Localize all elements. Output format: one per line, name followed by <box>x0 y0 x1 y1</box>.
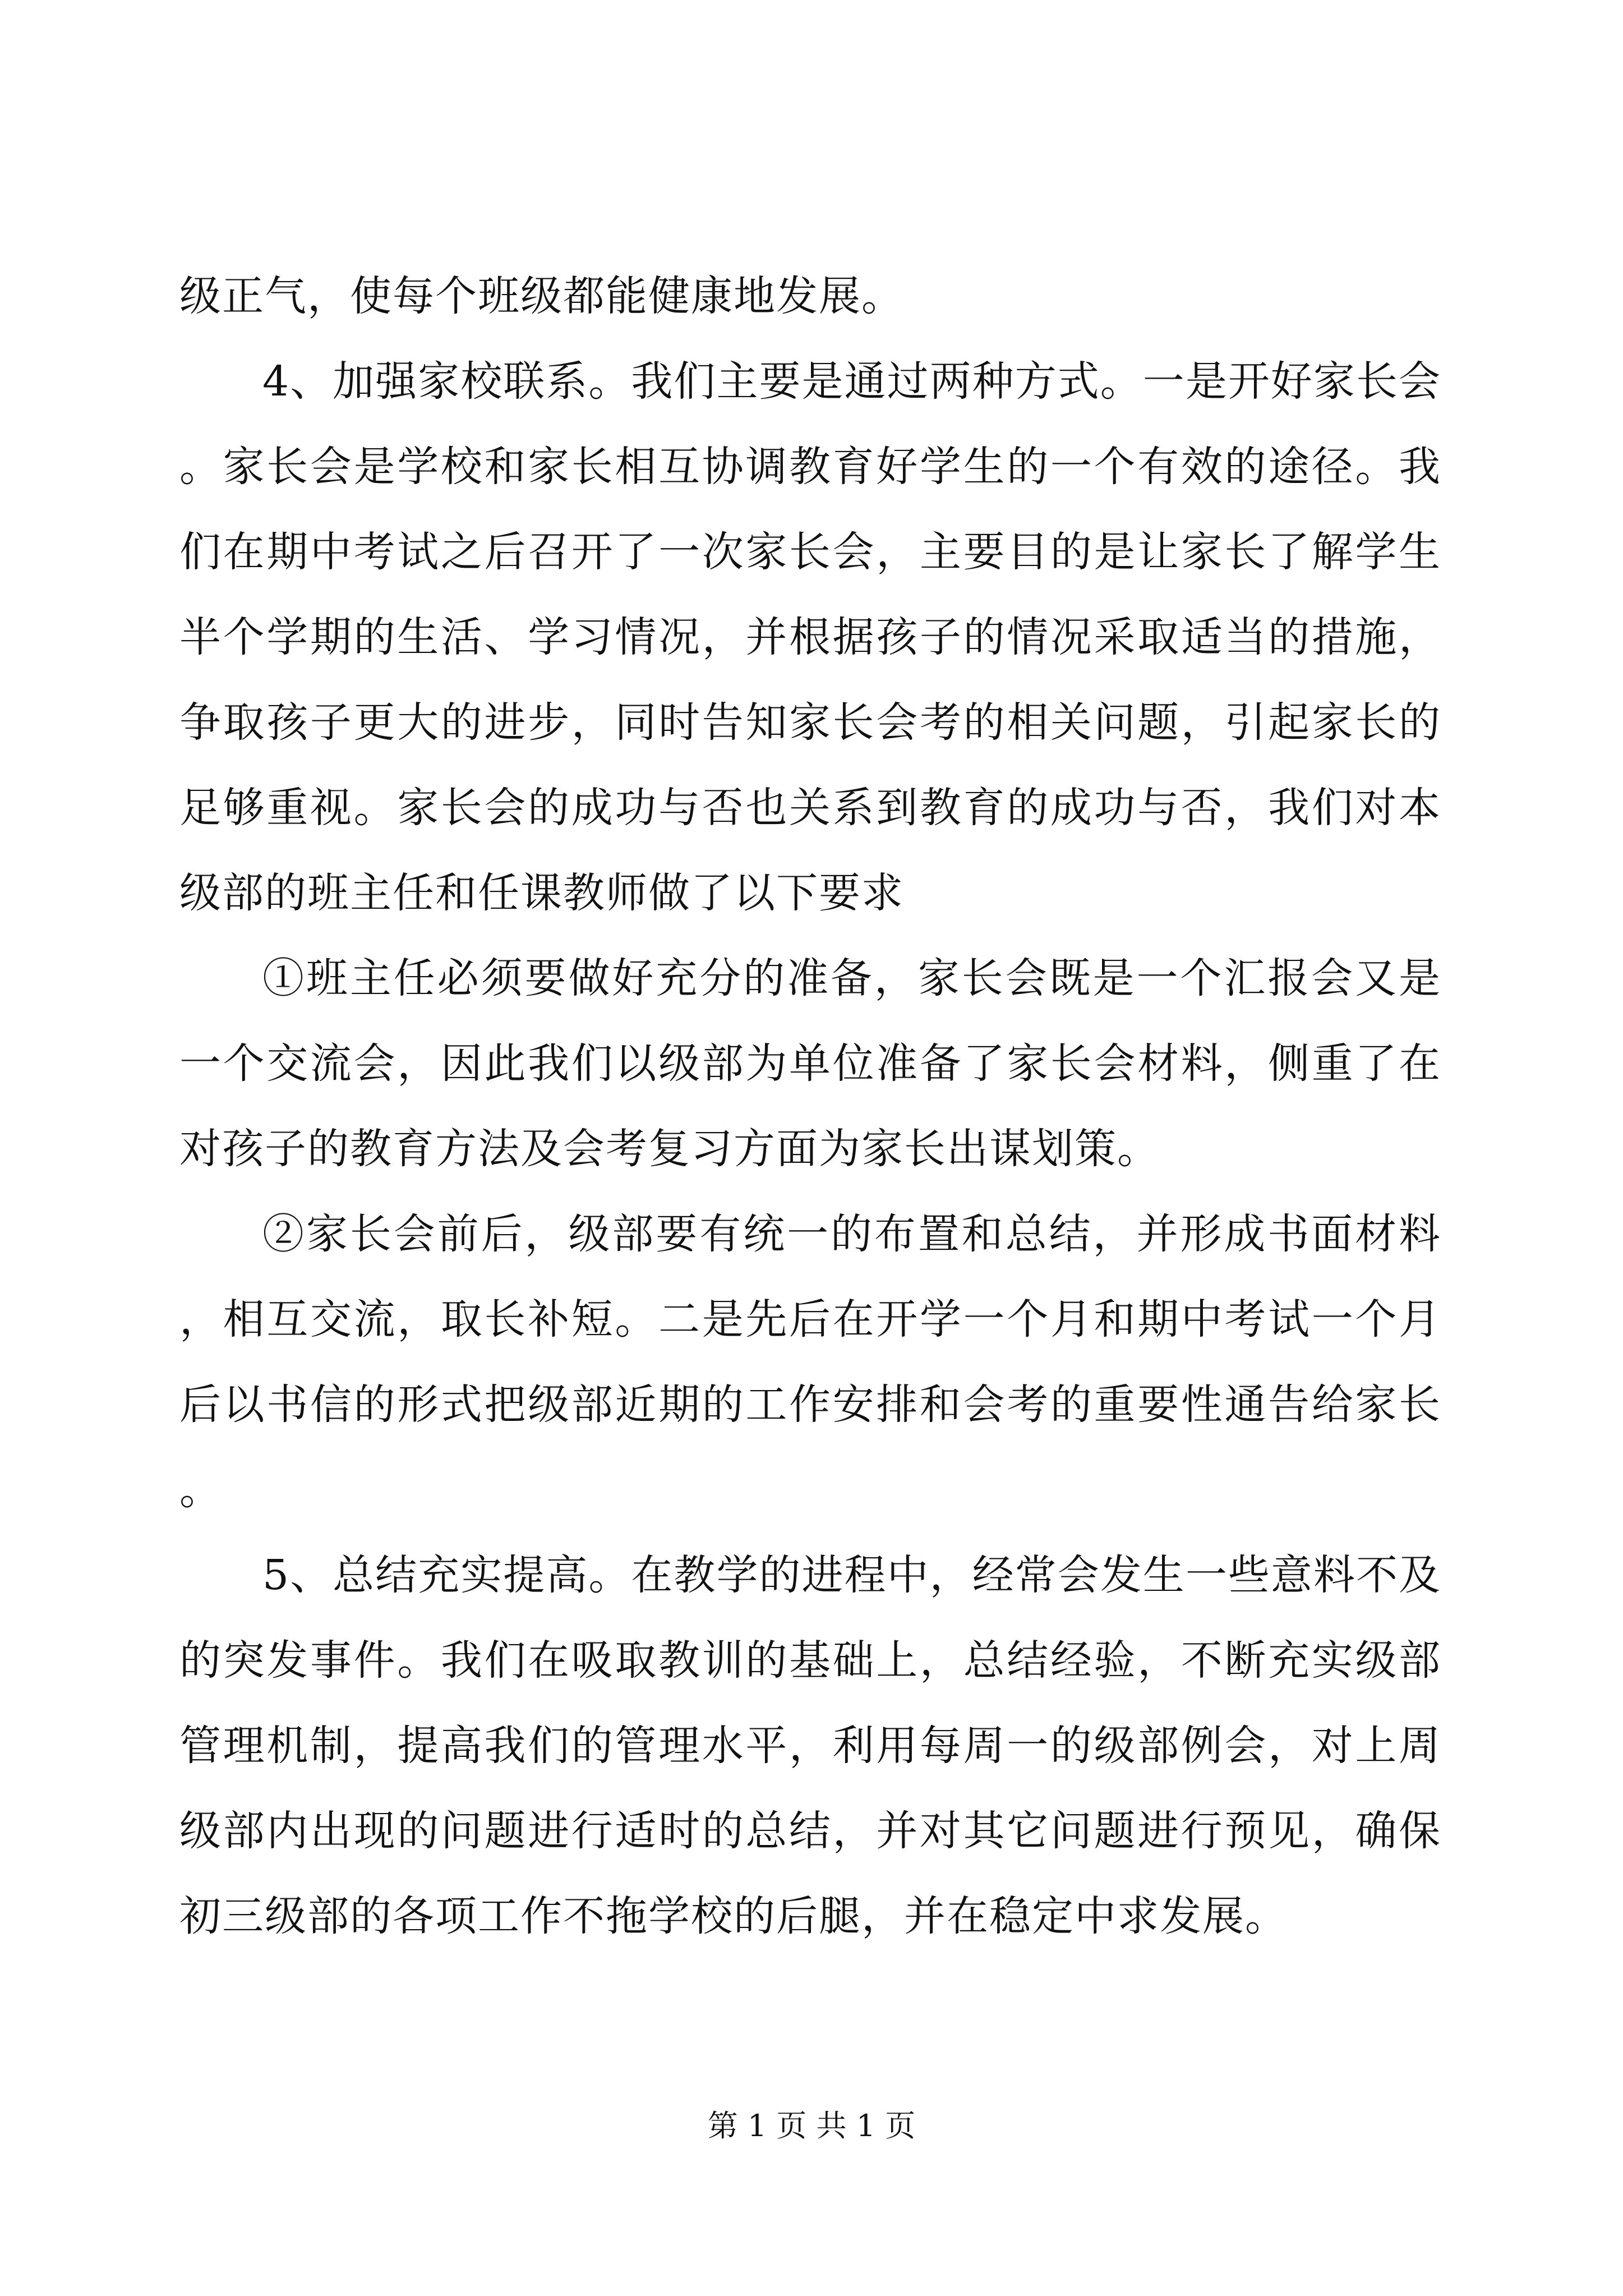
page-footer: 第 1 页 共 1 页 <box>707 2108 916 2143</box>
paragraph-item-4-1: ①班主任必须要做好充分的准备，家长会既是一个汇报会又是一个交流会，因此我们以级部为单位准备了家长会材料，侧重了在对孩子的教育方法及会考复习方面为家长出谋划策。 <box>179 954 1441 1173</box>
paragraph-item-4-2: ②家长会前后，级部要有统一的布置和总结，并形成书面材料，相互交流，取长补短。二是先后在开学一个月和期中考试一个月后以书信的形式把级部近期的工作安排和会考的重要性通告给家长。 <box>179 1210 1441 1514</box>
paragraph-item-5: 5、总结充实提高。在教学的进程中，经常会发生一些意料不及的突发事件。我们在吸取教训的基础上，总结经验，不断充实级部管理机制，提高我们的管理水平，利用每周一的级部例会，对上周级部内出现的问题进行适时的总结，并对其它问题进行预见，确保初三级部的各项工作不拖学校的后腿，并在稳定中求发展。 <box>179 1551 1441 1940</box>
paragraph-continuation: 级正气，使每个班级都能健康地发展。 <box>179 272 904 320</box>
document-body <box>179 254 1441 1959</box>
paragraph-item-4: 4、加强家校联系。我们主要是通过两种方式。一是开好家长会。家长会是学校和家长相互协调教育好学生的一个有效的途径。我们在期中考试之后召开了一次家长会，主要目的是让家长了解学生半个学期的生活、学习情况，并根据孩子的情况采取适当的措施，争取孩子更大的进步，同时告知家长会考的相关问题，引起家长的足够重视。家长会的成功与否也关系到教育的成功与否，我们对本级部的班主任和任课教师做了以下要求 <box>179 357 1441 917</box>
